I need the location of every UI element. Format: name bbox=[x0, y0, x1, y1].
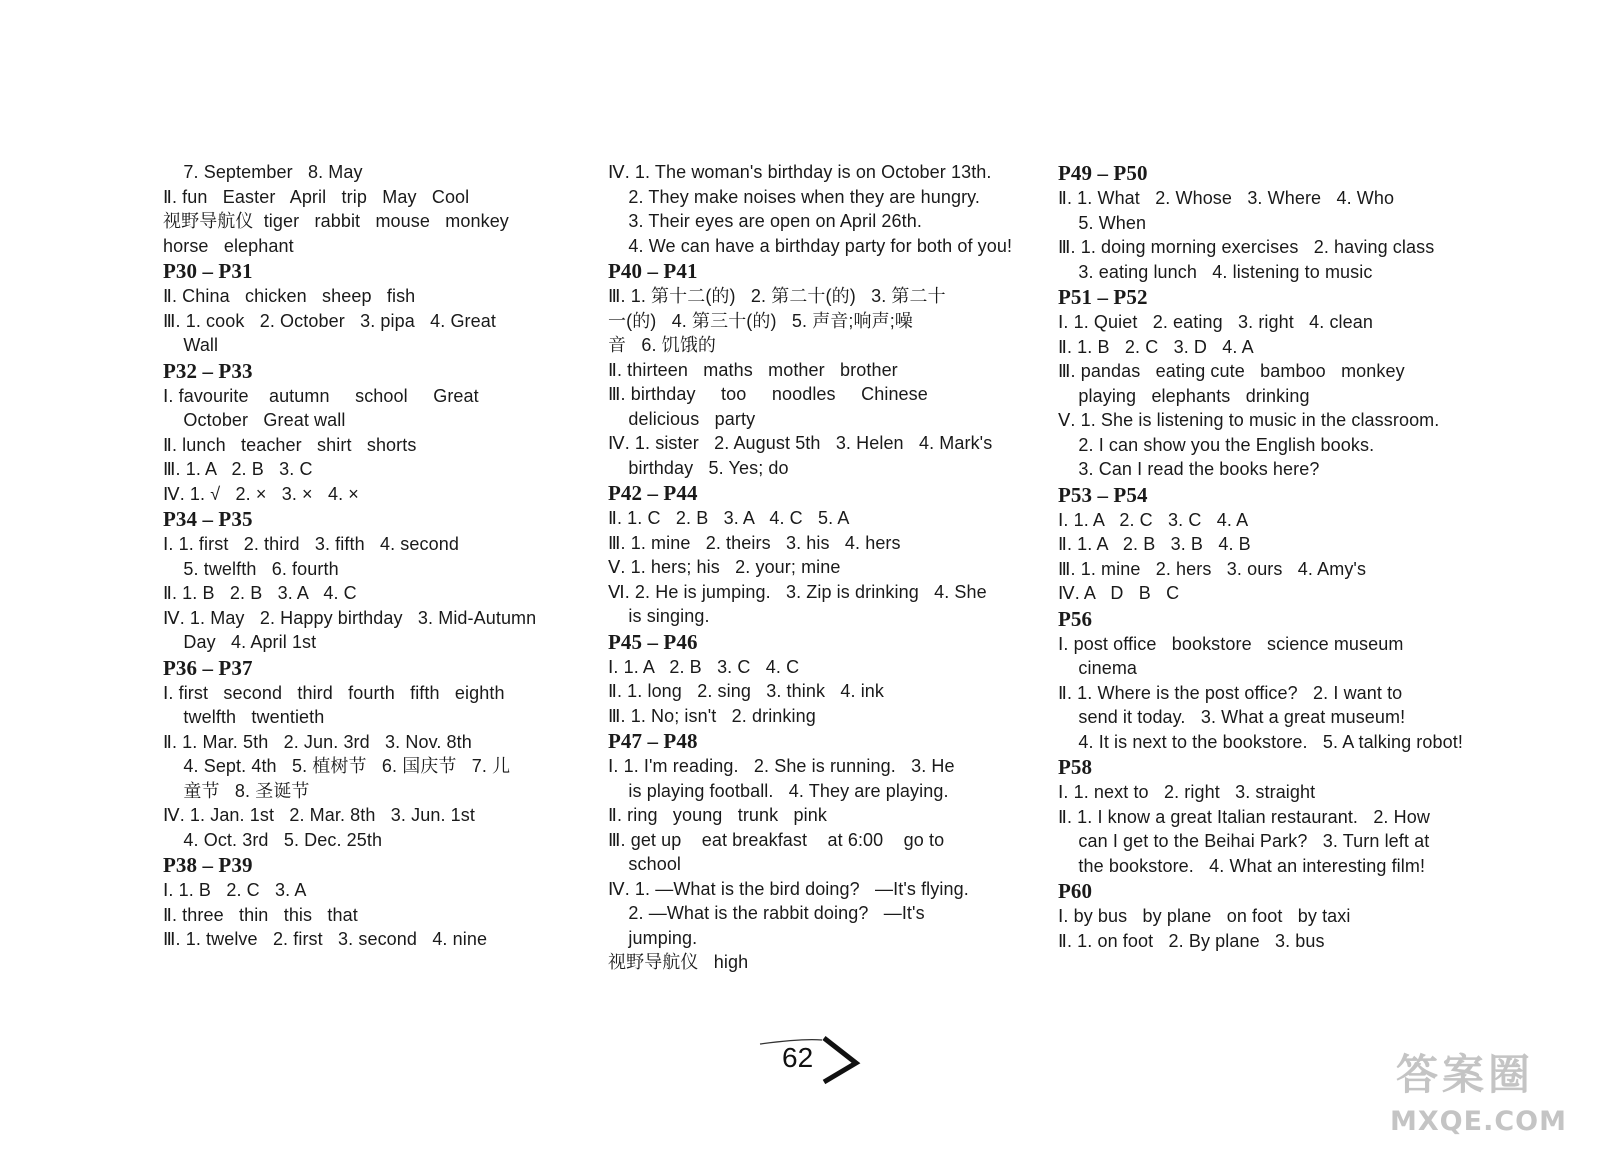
answer-line: Ⅱ. 1. B 2. C 3. D 4. A bbox=[1058, 336, 1254, 357]
answer-line: Ⅱ. lunch teacher shirt shorts bbox=[163, 434, 417, 455]
answer-line: Ⅰ. first second third fourth fifth eighth bbox=[163, 682, 505, 703]
answer-line: 5. twelfth 6. fourth bbox=[163, 558, 339, 579]
answer-line: 2. They make noises when they are hungry. bbox=[608, 186, 981, 207]
answer-line: Ⅰ. 1. Quiet 2. eating 3. right 4. clean bbox=[1058, 312, 1373, 332]
section-heading: P30 – P31 bbox=[163, 259, 253, 283]
section-heading: P47 – P48 bbox=[608, 729, 698, 753]
answer-line: playing elephants drinking bbox=[1058, 385, 1310, 406]
answer-line: the bookstore. 4. What an interesting film! bbox=[1058, 855, 1426, 876]
answer-line: Ⅲ. 1. A 2. B 3. C bbox=[163, 459, 313, 479]
answer-line: October Great wall bbox=[163, 410, 346, 430]
answer-line: Ⅱ. 1. B 2. B 3. A 4. C bbox=[163, 583, 357, 603]
answer-line: Ⅰ. 1. B 2. C 3. A bbox=[163, 880, 307, 900]
answer-line: Ⅱ. China chicken sheep fish bbox=[163, 286, 416, 306]
answer-line: 童节 8. 圣诞节 bbox=[163, 780, 310, 801]
answer-line: 视野导航仪 high bbox=[608, 952, 749, 972]
answer-line: Ⅰ. 1. I'm reading. 2. She is running. 3. He bbox=[608, 756, 955, 776]
answer-line: 一(的) 4. 第三十(的) 5. 声音;响声;噪 bbox=[608, 310, 913, 331]
answer-line: Ⅲ. get up eat breakfast at 6:00 go to bbox=[608, 829, 945, 850]
answer-column-1 bbox=[163, 160, 573, 952]
answer-line: Ⅰ. 1. A 2. B 3. C 4. C bbox=[608, 656, 800, 677]
answer-line: birthday 5. Yes; do bbox=[608, 457, 789, 478]
answer-column-3 bbox=[1058, 160, 1478, 953]
answer-line: Ⅰ. 1. next to 2. right 3. straight bbox=[1058, 782, 1316, 802]
watermark-url: MXQE.COM bbox=[1390, 1106, 1567, 1137]
answer-line: Ⅱ. thirteen maths mother brother bbox=[608, 359, 898, 380]
answer-line: Ⅳ. 1. May 2. Happy birthday 3. Mid-Autumn bbox=[163, 607, 537, 628]
page-number: 62 bbox=[782, 1042, 814, 1073]
answer-line: Ⅱ. ring young trunk pink bbox=[608, 805, 827, 825]
answer-line: Ⅲ. pandas eating cute bamboo monkey bbox=[1058, 361, 1405, 381]
answer-line: can I get to the Beihai Park? 3. Turn left at bbox=[1058, 831, 1430, 851]
answer-line: Ⅱ. 1. long 2. sing 3. think 4. ink bbox=[608, 681, 885, 701]
answer-line: 2. I can show you the English books. bbox=[1058, 434, 1375, 455]
answer-line: Ⅳ. 1. The woman's birthday is on October 13th. bbox=[608, 162, 992, 182]
answer-line: Ⅰ. by bus by plane on foot by taxi bbox=[1058, 906, 1351, 926]
answer-line: Ⅰ. post office bookstore science museum bbox=[1058, 633, 1404, 654]
answer-line: Ⅳ. 1. √ 2. × 3. × 4. × bbox=[163, 483, 359, 504]
answer-line: twelfth twentieth bbox=[163, 707, 325, 727]
answer-line: 7. September 8. May bbox=[163, 162, 363, 182]
answer-line: Ⅳ. 1. Jan. 1st 2. Mar. 8th 3. Jun. 1st bbox=[163, 805, 475, 825]
answer-line: Ⅲ. 1. 第十二(的) 2. 第二十(的) 3. 第二十 bbox=[608, 286, 946, 306]
answer-line: Ⅱ. 1. What 2. Whose 3. Where 4. Who bbox=[1058, 188, 1395, 208]
answer-line: Ⅱ. 1. on foot 2. By plane 3. bus bbox=[1058, 930, 1325, 951]
answer-line: Ⅲ. 1. twelve 2. first 3. second 4. nine bbox=[163, 929, 488, 949]
answer-line: is singing. bbox=[608, 606, 710, 626]
answer-line: Ⅱ. 1. A 2. B 3. B 4. B bbox=[1058, 534, 1251, 554]
answer-line: Ⅵ. 2. He is jumping. 3. Zip is drinking 4. She bbox=[608, 581, 987, 602]
answer-line: Ⅱ. 1. Where is the post office? 2. I want to bbox=[1058, 682, 1403, 703]
answer-line: Day 4. April 1st bbox=[163, 632, 317, 652]
answer-line: Ⅱ. 1. C 2. B 3. A 4. C 5. A bbox=[608, 508, 850, 528]
answer-line: delicious party bbox=[608, 408, 756, 429]
answer-line: 4. Oct. 3rd 5. Dec. 25th bbox=[163, 829, 383, 850]
section-heading: P53 – P54 bbox=[1058, 482, 1148, 507]
answer-line: Ⅳ. A D B C bbox=[1058, 583, 1180, 603]
answer-line: Ⅲ. 1. doing morning exercises 2. having class bbox=[1058, 237, 1435, 257]
watermark-logo-text: 答案圈 bbox=[1396, 1050, 1535, 1099]
answer-line: 3. Can I read the books here? bbox=[1058, 459, 1320, 479]
section-heading: P56 bbox=[1058, 606, 1093, 631]
answer-line: Ⅲ. 1. cook 2. October 3. pipa 4. Great bbox=[163, 310, 496, 331]
answer-line: Ⅰ. 1. first 2. third 3. fifth 4. second bbox=[163, 534, 459, 554]
answer-line: Ⅱ. three thin this that bbox=[163, 904, 358, 925]
answer-line: Ⅳ. 1. sister 2. August 5th 3. Helen 4. Mark's bbox=[608, 433, 993, 453]
answer-line: 4. Sept. 4th 5. 植树节 6. 国庆节 7. 儿 bbox=[163, 756, 511, 776]
section-heading: P32 – P33 bbox=[163, 358, 253, 383]
section-heading: P49 – P50 bbox=[1058, 161, 1148, 185]
section-heading: P58 bbox=[1058, 755, 1093, 779]
answer-line: Ⅳ. 1. —What is the bird doing? —It's flying. bbox=[608, 878, 969, 899]
section-heading: P36 – P37 bbox=[163, 655, 253, 680]
answer-line: Ⅱ. 1. Mar. 5th 2. Jun. 3rd 3. Nov. 8th bbox=[163, 731, 472, 752]
answer-line: send it today. 3. What a great museum! bbox=[1058, 707, 1406, 727]
answer-line: 3. Their eyes are open on April 26th. bbox=[608, 211, 922, 231]
page-footer bbox=[740, 1030, 870, 1090]
answer-line: 4. We can have a birthday party for both of you! bbox=[608, 235, 1013, 256]
answer-line: is playing football. 4. They are playing. bbox=[608, 780, 949, 801]
answer-line: Ⅴ. 1. hers; his 2. your; mine bbox=[608, 557, 841, 577]
answer-line: horse elephant bbox=[163, 235, 294, 256]
answer-line: cinema bbox=[1058, 658, 1138, 678]
answer-line: Ⅲ. 1. mine 2. hers 3. ours 4. Amy's bbox=[1058, 558, 1367, 579]
answer-line: Ⅱ. 1. I know a great Italian restaurant. 2. How bbox=[1058, 806, 1430, 827]
section-heading: P60 bbox=[1058, 879, 1093, 903]
answer-line: 4. It is next to the bookstore. 5. A talking robot! bbox=[1058, 731, 1463, 752]
watermark bbox=[1390, 1042, 1565, 1152]
answer-line: school bbox=[608, 854, 682, 874]
answer-line: Ⅲ. 1. mine 2. theirs 3. his 4. hers bbox=[608, 532, 901, 553]
answer-line: Wall bbox=[163, 335, 219, 355]
section-heading: P34 – P35 bbox=[163, 507, 253, 531]
section-heading: P51 – P52 bbox=[1058, 285, 1148, 309]
section-heading: P40 – P41 bbox=[608, 259, 698, 283]
answer-line: Ⅲ. 1. No; isn't 2. drinking bbox=[608, 705, 816, 726]
section-heading: P45 – P46 bbox=[608, 629, 698, 654]
answer-line: Ⅰ. 1. A 2. C 3. C 4. A bbox=[1058, 509, 1249, 530]
answer-line: 5. When bbox=[1058, 212, 1147, 233]
answer-line: 音 6. 饥饿的 bbox=[608, 335, 717, 355]
answer-line: 视野导航仪 tiger rabbit mouse monkey bbox=[163, 211, 509, 231]
section-heading: P42 – P44 bbox=[608, 481, 698, 505]
answer-line: Ⅰ. favourite autumn school Great bbox=[163, 385, 479, 406]
answer-line: Ⅲ. birthday too noodles Chinese bbox=[608, 384, 928, 404]
answer-line: 3. eating lunch 4. listening to music bbox=[1058, 261, 1373, 282]
section-heading: P38 – P39 bbox=[163, 853, 253, 877]
answer-line: Ⅴ. 1. She is listening to music in the classroom. bbox=[1058, 410, 1440, 430]
answer-line: Ⅱ. fun Easter April trip May Cool bbox=[163, 186, 470, 207]
answer-line: 2. —What is the rabbit doing? —It's bbox=[608, 903, 925, 923]
answer-line: jumping. bbox=[608, 927, 698, 948]
answer-column-2 bbox=[608, 160, 1028, 975]
